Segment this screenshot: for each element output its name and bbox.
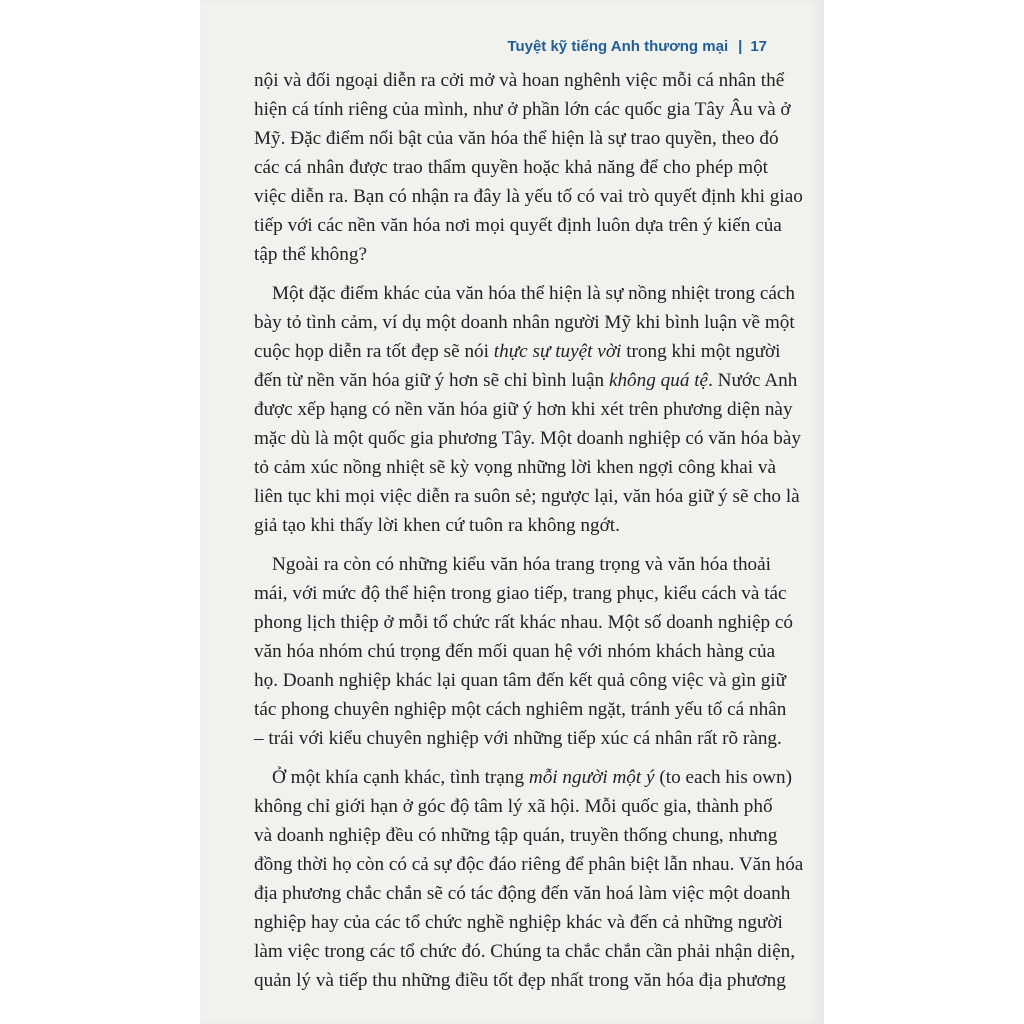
text-run: quản lý và tiếp thu những điều tốt đẹp nhất trong văn hóa địa phương [254,970,786,991]
text-line [254,124,779,153]
paragraph [254,550,794,753]
text-run: cuộc họp diễn ra tốt đẹp sẽ nói [254,341,494,362]
paragraph [254,279,802,540]
text-run: Ngoài ra còn có những kiểu văn hóa trang trọng và văn hóa thoải [272,554,771,575]
running-header [200,38,767,55]
text-line [254,66,785,95]
text-line [254,453,777,482]
text-run: – trái với kiểu chuyên nghiệp với những tiếp xúc cá nhân rất rõ ràng. [254,728,782,749]
text-run: liên tục khi mọi việc diễn ra suôn sẻ; ngược lại, văn hóa giữ ý sẽ cho là [254,486,800,507]
text-line [254,511,768,540]
text-run: . Nước Anh [708,370,798,391]
text-run: tập thể không? [254,244,367,265]
text-line [254,937,796,966]
text-line [254,395,793,424]
text-line [254,95,791,124]
text-run: Ở một khía cạnh khác, tình trạng [272,767,529,788]
text-line [254,850,804,879]
text-run: tác phong chuyên nghiệp một cách nghiêm ngặt, tránh yếu tố cá nhân [254,699,787,720]
text-line [254,792,773,821]
text-run: (to each his own) [654,767,793,788]
text-line [254,337,781,366]
italic-phrase: mỗi người một ý [528,767,655,788]
text-run: văn hóa nhóm chú trọng đến mối quan hệ với nhóm khách hàng của [254,641,776,662]
text-run: và doanh nghiệp đều có những tập quán, truyền thống chung, nhưng [254,825,778,846]
text-run: địa phương chắc chắn sẽ có tác động đến văn hoá làm việc một doanh [254,883,791,904]
text-line [254,279,795,308]
text-line [254,637,776,666]
text-line [254,695,787,724]
text-run: Một đặc điểm khác của văn hóa thể hiện là sự nồng nhiệt trong cách [272,283,795,304]
text-line [254,763,793,792]
text-line [254,240,768,269]
text-line [254,666,787,695]
text-run: việc diễn ra. Bạn có nhận ra đây là yếu tố có vai trò quyết định khi giao [254,186,803,207]
text-run: Mỹ. Đặc điểm nổi bật của văn hóa thể hiện là sự trao quyền, theo đó [254,128,779,149]
page-number: 17 [750,38,767,55]
text-run: nghiệp hay của các tổ chức nghề nghiệp khác và đến cả những người [254,912,783,933]
text-line [254,182,803,211]
text-line [254,366,798,395]
text-line [254,966,786,995]
book-title: Tuyệt kỹ tiếng Anh thương mại [507,38,729,55]
text-run: bày tỏ tình cảm, ví dụ một doanh nhân người Mỹ khi bình luận về một [254,312,795,333]
text-line [254,579,787,608]
italic-phrase: không quá tệ [608,370,709,391]
text-line [254,211,782,240]
text-line [254,821,778,850]
book-page [200,0,824,1024]
text-run: tỏ cảm xúc nồng nhiệt sẽ kỳ vọng những lời khen ngợi công khai và [254,457,777,478]
text-run: mặc dù là một quốc gia phương Tây. Một doanh nghiệp có văn hóa bày [254,428,802,449]
text-run: phong lịch thiệp ở mỗi tổ chức rất khác nhau. Một số doanh nghiệp có [254,612,794,633]
text-line [254,153,768,182]
text-run: đến từ nền văn hóa giữ ý hơn sẽ chỉ bình luận [254,370,609,391]
paragraph [254,763,804,995]
text-run: được xếp hạng có nền văn hóa giữ ý hơn khi xét trên phương diện này [254,399,793,420]
text-line [254,482,800,511]
text-run: các cá nhân được trao thẩm quyền hoặc khả năng để cho phép một [254,157,768,178]
text-run: giả tạo khi thấy lời khen cứ tuôn ra không ngớt. [254,515,620,536]
text-run: tiếp với các nền văn hóa nơi mọi quyết định luôn dựa trên ý kiến của [254,215,782,236]
text-run: họ. Doanh nghiệp khác lại quan tâm đến kết quả công việc và gìn giữ [254,670,787,691]
header-separator: | [738,38,743,55]
text-line [254,308,795,337]
text-line [254,908,783,937]
paragraph [254,66,803,269]
text-run: đồng thời họ còn có cả sự độc đáo riêng để phân biệt lẫn nhau. Văn hóa [254,854,804,875]
text-run: hiện cá tính riêng của mình, như ở phần lớn các quốc gia Tây Âu và ở [254,99,791,120]
text-line [254,424,802,453]
italic-phrase: thực sự tuyệt vời [493,341,622,362]
text-run: nội và đối ngoại diễn ra cởi mở và hoan nghênh việc mỗi cá nhân thể [254,70,785,91]
text-run: trong khi một người [621,341,781,362]
text-line [254,608,794,637]
text-run: không chỉ giới hạn ở góc độ tâm lý xã hội. Mỗi quốc gia, thành phố [254,796,773,817]
page-body-text [254,66,804,995]
text-run: mái, với mức độ thể hiện trong giao tiếp, trang phục, kiểu cách và tác [254,583,787,604]
text-line [254,550,771,579]
text-run: làm việc trong các tổ chức đó. Chúng ta chắc chắn cần phải nhận diện, [254,941,796,962]
text-line [254,724,782,753]
text-line [254,879,791,908]
